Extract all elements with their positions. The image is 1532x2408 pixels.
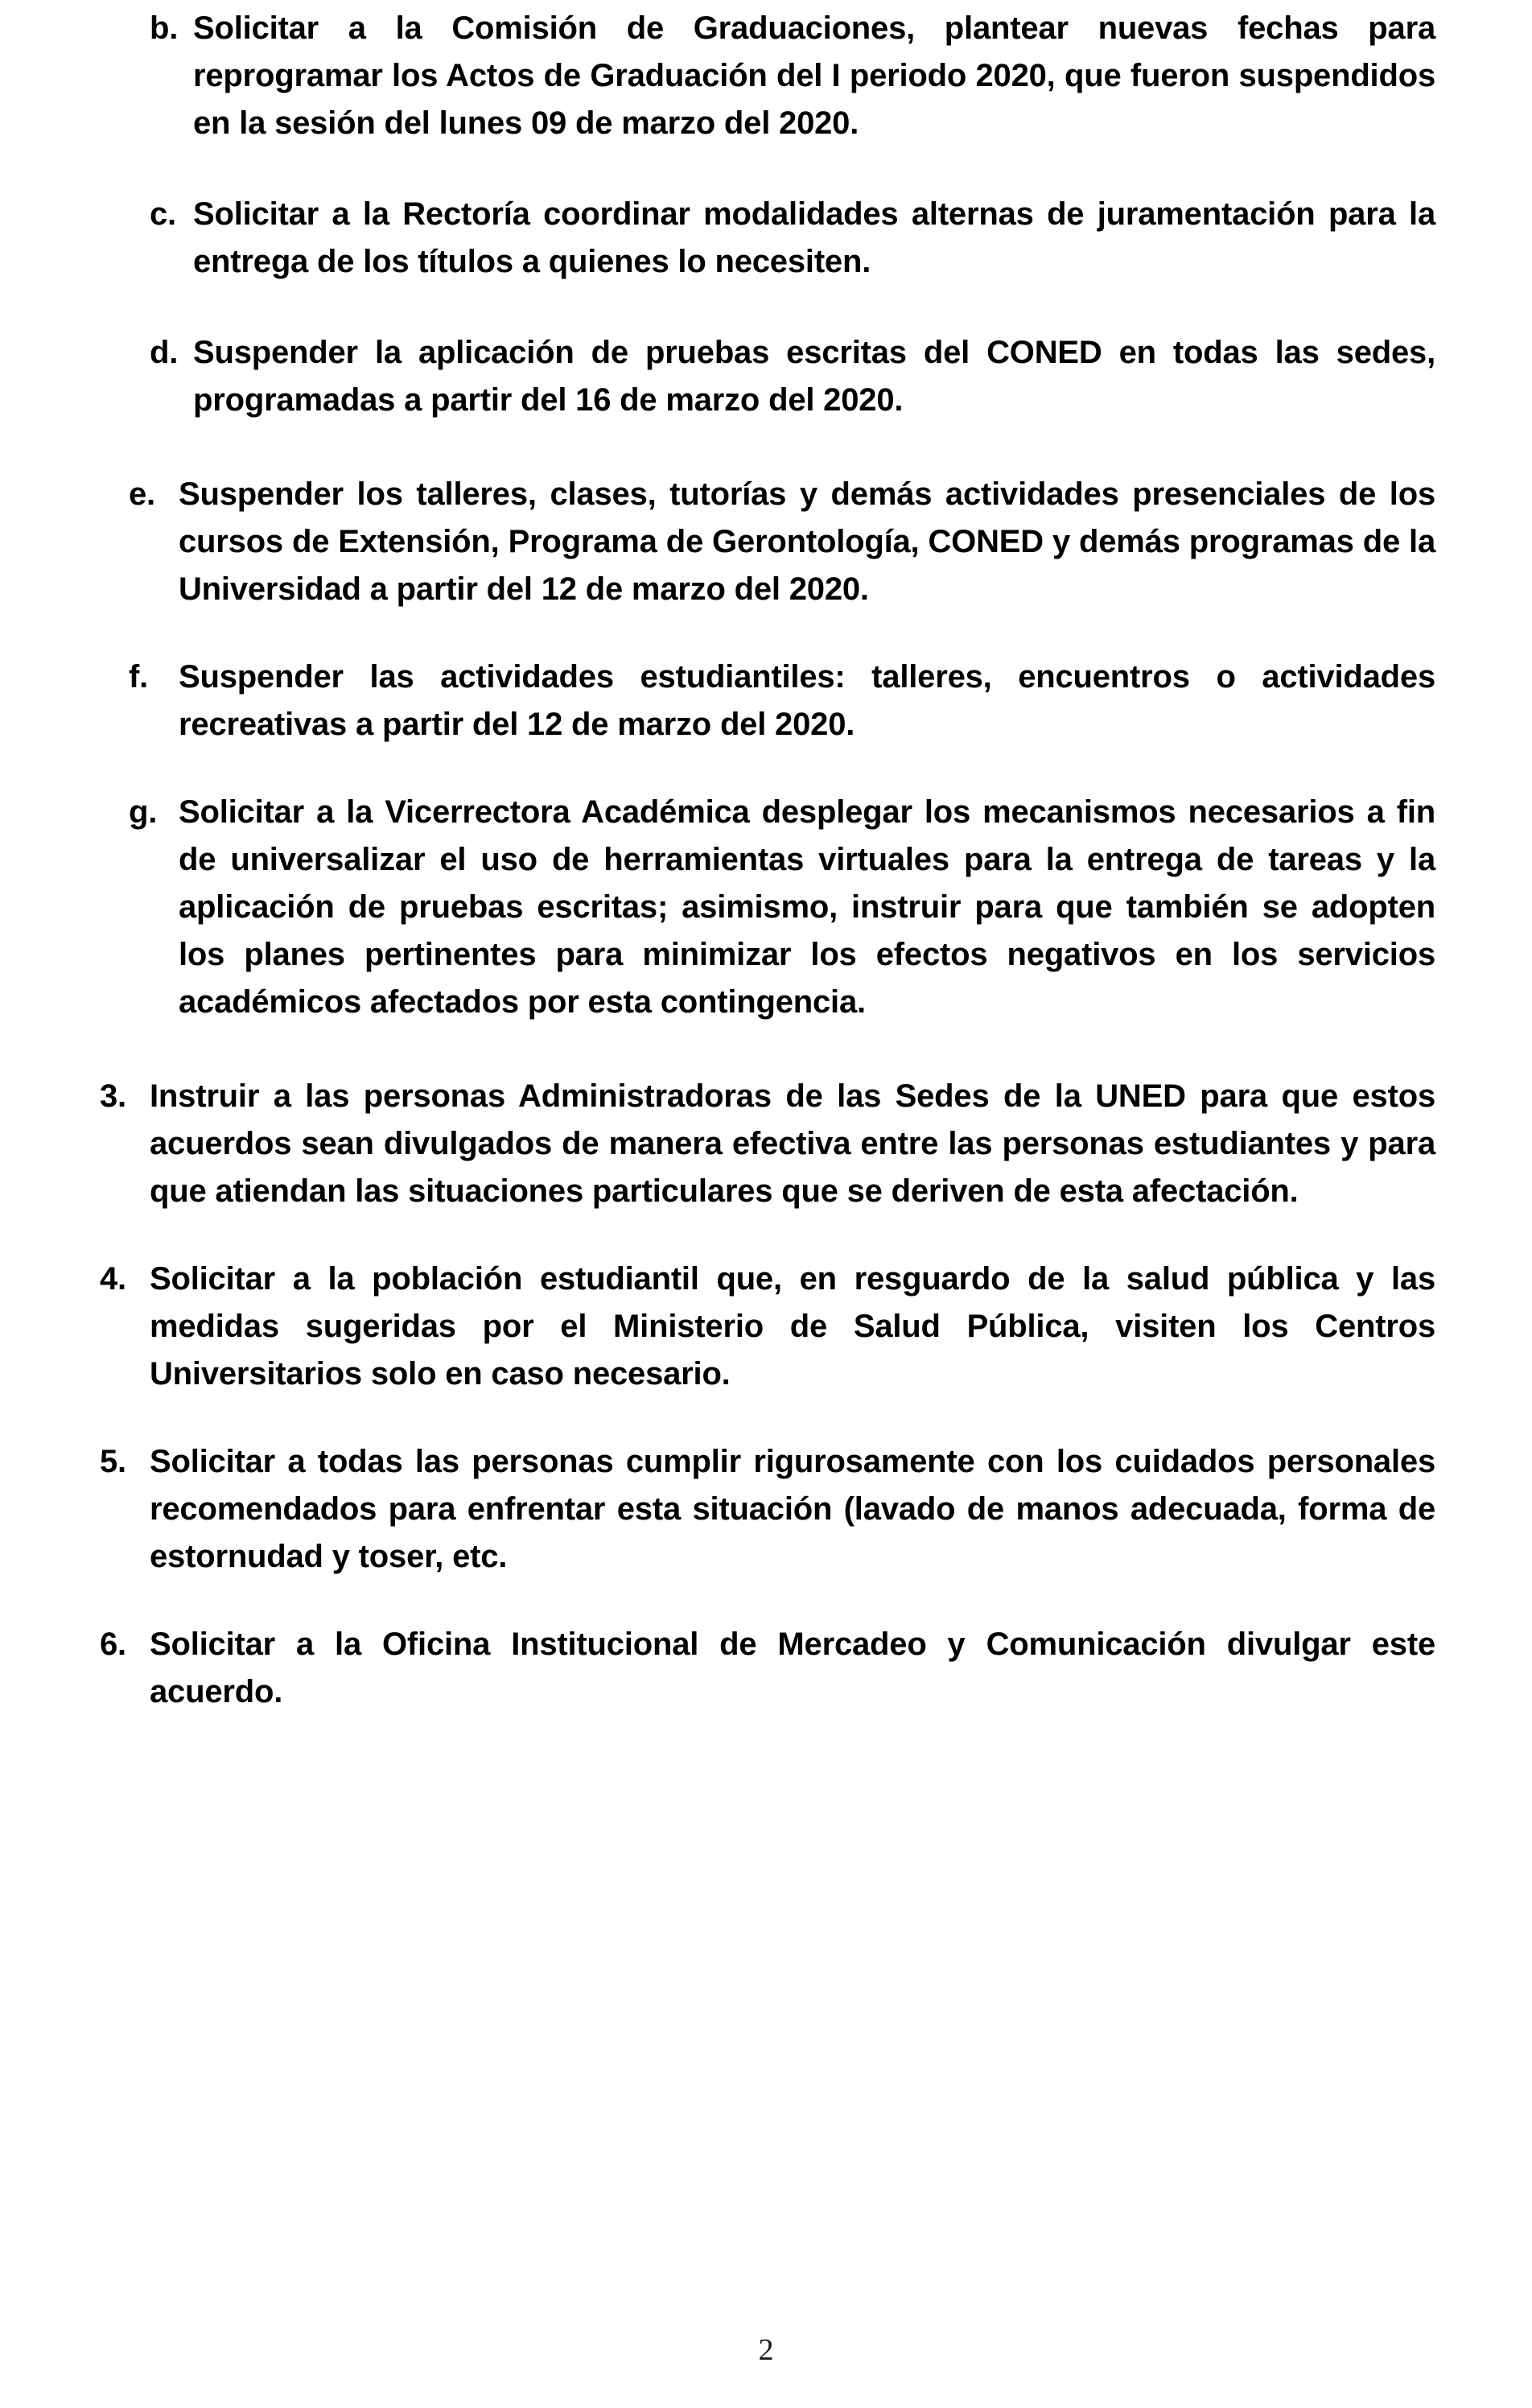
item-spacer bbox=[0, 147, 1532, 191]
list-item-text: Instruir a las personas Administradoras de las Sedes de la UNED para que estos acuerdos sean divulgados de manera efectiva entre las personas estudiantes y para que atiendan las situaciones particulares que se deriven de esta afectación. bbox=[150, 1078, 1435, 1209]
list-item-text: Suspender la aplicación de pruebas escritas del CONED en todas las sedes, programadas a partir del 16 de marzo del 2020. bbox=[193, 335, 1435, 418]
page-number: 2 bbox=[758, 2333, 774, 2367]
list-item-text: Solicitar a la Rectoría coordinar modalidades alternas de juramentación para la entrega de los títulos a quienes lo necesiten. bbox=[193, 196, 1435, 279]
list-item-marker: f. bbox=[129, 659, 149, 695]
list-item bbox=[0, 654, 1532, 748]
item-spacer bbox=[0, 286, 1532, 329]
list-item-text: Solicitar a todas las personas cumplir rigurosamente con los cuidados personales recomendados para enfrentar esta situación (lavado de manos adecuada, forma de estornudad y toser, etc. bbox=[150, 1444, 1435, 1574]
list-item-marker: 6. bbox=[100, 1627, 126, 1662]
list-item bbox=[0, 1256, 1532, 1398]
item-spacer bbox=[0, 1026, 1532, 1073]
list-item-text: Suspender los talleres, clases, tutorías y demás actividades presenciales de los cursos de Extensión, Programa de Gerontología, CONED y demás programas de la Universidad a partir del 12 de marzo del 2020. bbox=[179, 476, 1435, 607]
list-item-text: Solicitar a la Vicerrectora Académica desplegar los mecanismos necesarios a fin de universalizar el uso de herramientas virtuales para la entrega de tareas y la aplicación de pruebas escritas; asimismo, instruir para que también se adopten los planes pertinentes para minimizar los efectos negativos en los servicios académicos afectados por esta contingencia. bbox=[179, 794, 1435, 1020]
item-spacer bbox=[0, 1398, 1532, 1438]
list-item-marker: g. bbox=[129, 794, 158, 830]
list-item-marker: 4. bbox=[100, 1261, 126, 1297]
list-item-marker: 3. bbox=[100, 1078, 126, 1114]
list-item bbox=[0, 191, 1532, 286]
item-spacer bbox=[0, 613, 1532, 654]
list-item-text: Solicitar a la Oficina Institucional de Mercadeo y Comunicación divulgar este acuerdo. bbox=[150, 1627, 1435, 1709]
list-item bbox=[0, 329, 1532, 424]
list-item-marker: b. bbox=[150, 10, 179, 46]
item-spacer bbox=[0, 424, 1532, 471]
list-item-marker: d. bbox=[150, 335, 179, 370]
list-item-text: Solicitar a la población estudiantil que, en resguardo de la salud pública y las medidas sugeridas por el Ministerio de Salud Pública, visiten los Centros Universitarios solo en caso necesario. bbox=[150, 1261, 1435, 1392]
list-item-text: Suspender las actividades estudiantiles: talleres, encuentros o actividades recreativas a partir del 12 de marzo del 2020. bbox=[179, 659, 1435, 742]
list-item-marker: e. bbox=[129, 476, 155, 512]
list-item-text: Solicitar a la Comisión de Graduaciones, plantear nuevas fechas para reprogramar los Actos de Graduación del I periodo 2020, que fueron suspendidos en la sesión del lunes 09 de marzo del 2020. bbox=[193, 10, 1435, 141]
list-item bbox=[0, 789, 1532, 1026]
item-spacer bbox=[0, 748, 1532, 789]
list-item bbox=[0, 471, 1532, 613]
list-item bbox=[0, 1073, 1532, 1215]
list-item bbox=[0, 1621, 1532, 1716]
item-spacer bbox=[0, 1215, 1532, 1256]
list-item bbox=[0, 1438, 1532, 1581]
list-item bbox=[0, 5, 1532, 147]
item-spacer bbox=[0, 1581, 1532, 1621]
list-item-marker: c. bbox=[150, 196, 176, 232]
list-item-marker: 5. bbox=[100, 1444, 126, 1479]
